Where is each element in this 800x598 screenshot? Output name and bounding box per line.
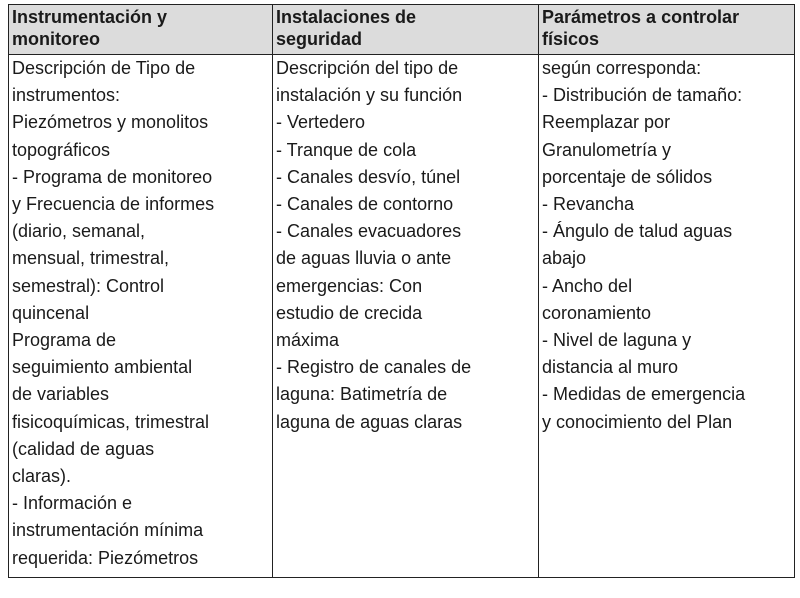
text-line: - Canales de contorno bbox=[276, 194, 454, 215]
text-line: instrumentación mínima bbox=[12, 520, 204, 541]
table-header-row bbox=[9, 5, 795, 55]
header-instrumentation bbox=[9, 5, 273, 55]
text-line: semestral): Control bbox=[12, 275, 165, 296]
text-line: quincenal bbox=[12, 302, 90, 323]
text-line: de aguas lluvia o ante bbox=[276, 248, 452, 269]
text-line: Piezómetros y monolitos bbox=[12, 112, 209, 133]
text-line: distancia al muro bbox=[542, 357, 679, 378]
header-line: físicos bbox=[542, 29, 600, 49]
cell-safety-installations bbox=[273, 55, 539, 578]
text-line: - Ángulo de talud aguas bbox=[542, 221, 733, 242]
text-line: laguna: Batimetría de bbox=[276, 384, 448, 405]
text-line: topográficos bbox=[12, 139, 111, 160]
text-line: - Canales evacuadores bbox=[276, 221, 462, 242]
text-line: - Ancho del bbox=[542, 275, 633, 296]
text-line: - Medidas de emergencia bbox=[542, 384, 746, 405]
text-line: y conocimiento del Plan bbox=[542, 411, 733, 432]
header-safety-installations bbox=[273, 5, 539, 55]
header-physical-parameters bbox=[539, 5, 795, 55]
text-line: - Información e bbox=[12, 493, 133, 514]
text-line: - Distribución de tamaño: bbox=[542, 85, 743, 106]
text-line: requerida: Piezómetros bbox=[12, 547, 199, 568]
text-line: máxima bbox=[276, 330, 340, 351]
text-line: - Nivel de laguna y bbox=[542, 330, 692, 351]
text-line: de variables bbox=[12, 384, 110, 405]
text-line: y Frecuencia de informes bbox=[12, 194, 215, 215]
text-line: - Vertedero bbox=[276, 112, 366, 133]
text-line: - Registro de canales de bbox=[276, 357, 472, 378]
header-line: Parámetros a controlar bbox=[542, 7, 740, 27]
text-line: - Canales desvío, túnel bbox=[276, 166, 461, 187]
text-line: (calidad de aguas bbox=[12, 438, 155, 459]
text-line: - Revancha bbox=[542, 194, 635, 215]
parameters-table bbox=[8, 4, 795, 578]
text-line: porcentaje de sólidos bbox=[542, 166, 713, 187]
cell-physical-parameters bbox=[539, 55, 795, 578]
text-line: abajo bbox=[542, 248, 587, 269]
text-line: estudio de crecida bbox=[276, 302, 423, 323]
text-line: según corresponda: bbox=[542, 58, 702, 78]
text-line: laguna de aguas claras bbox=[276, 411, 463, 432]
header-line: seguridad bbox=[276, 29, 363, 49]
text-line: mensual, trimestral, bbox=[12, 248, 170, 269]
text-line: Descripción del tipo de bbox=[276, 58, 459, 78]
text-line: - Tranque de cola bbox=[276, 139, 417, 160]
text-line: Reemplazar por bbox=[542, 112, 671, 133]
header-line: Instalaciones de bbox=[276, 7, 417, 27]
text-line: claras). bbox=[12, 466, 72, 487]
text-line: (diario, semanal, bbox=[12, 221, 146, 242]
header-line: Instrumentación y bbox=[12, 7, 168, 27]
text-line: Descripción de Tipo de bbox=[12, 58, 196, 78]
text-line: Programa de bbox=[12, 330, 117, 351]
text-line: Granulometría y bbox=[542, 139, 672, 160]
table-row bbox=[9, 55, 795, 578]
text-line: fisicoquímicas, trimestral bbox=[12, 411, 210, 432]
text-line: instrumentos: bbox=[12, 85, 121, 106]
cell-instrumentation bbox=[9, 55, 273, 578]
header-line: monitoreo bbox=[12, 29, 100, 49]
text-line: emergencias: Con bbox=[276, 275, 423, 296]
text-line: coronamiento bbox=[542, 302, 652, 323]
text-line: instalación y su función bbox=[276, 85, 463, 106]
text-line: - Programa de monitoreo bbox=[12, 166, 213, 187]
text-line: seguimiento ambiental bbox=[12, 357, 193, 378]
